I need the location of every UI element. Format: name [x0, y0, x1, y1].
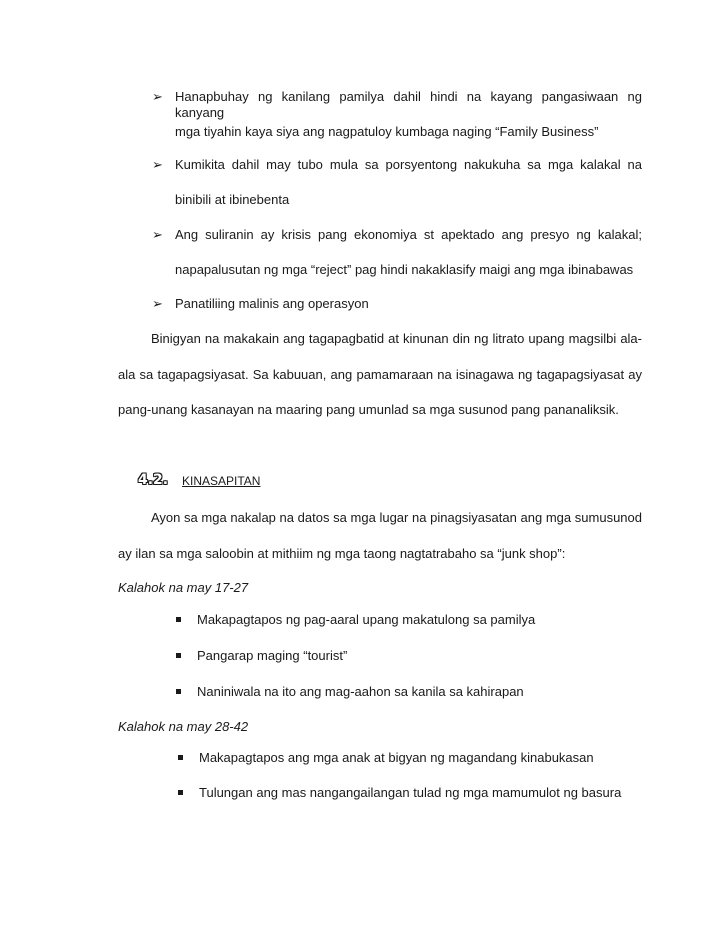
bullet-3-line-2: napapalusutan ng mga “reject” pag hindi nakaklasify maigi ang mga ibinabawas — [175, 262, 634, 277]
paragraph-1-line-3: pang-unang kasanayan na maaring pang umunlad sa mga susunod pang pananaliksik. — [118, 402, 619, 417]
section-number: 4.2. — [138, 472, 169, 488]
group-1-heading: Kalahok na may 17-27 — [118, 580, 249, 595]
group-1-item: Makapagtapos ng pag-aaral upang makatulong sa pamilya — [197, 612, 536, 627]
arrow-bullet-icon: ➢ — [152, 296, 163, 311]
arrow-bullet-icon: ➢ — [152, 89, 163, 104]
paragraph-1-line-1: Binigyan na makakain ang tagapagbatid at kinunan din ng litrato upang magsilbi ala- — [151, 331, 642, 346]
bullet-3-line-1: Ang suliranin ay krisis pang ekonomiya st apektado ang presyo ng kalakal; — [175, 227, 642, 242]
paragraph-2-line-2: ay ilan sa mga saloobin at mithiim ng mga taong nagtatrabaho sa “junk shop”: — [118, 546, 566, 561]
arrow-bullet-icon: ➢ — [152, 227, 163, 242]
square-bullet-icon — [176, 689, 181, 694]
square-bullet-icon — [178, 790, 183, 795]
square-bullet-icon — [176, 653, 181, 658]
bullet-2-line-2: binibili at ibinebenta — [175, 192, 290, 207]
square-bullet-icon — [176, 617, 181, 622]
arrow-bullet-icon: ➢ — [152, 157, 163, 172]
bullet-4-line-1: Panatiliing malinis ang operasyon — [175, 296, 369, 311]
bullet-1-line-2: mga tiyahin kaya siya ang nagpatuloy kumbaga naging “Family Business” — [175, 124, 599, 139]
group-2-item: Tulungan ang mas nangangailangan tulad ng mga mamumulot ng basura — [199, 785, 622, 800]
group-2-heading: Kalahok na may 28-42 — [118, 719, 249, 734]
group-2-item: Makapagtapos ang mga anak at bigyan ng magandang kinabukasan — [199, 750, 594, 765]
square-bullet-icon — [178, 755, 183, 760]
paragraph-1-line-2: ala sa tagapagsiyasat. Sa kabuuan, ang pamamaraan na isinagawa ng tagapagsiyasat ay — [118, 367, 642, 382]
paragraph-2-line-1: Ayon sa mga nakalap na datos sa mga lugar na pinagsiyasatan ang mga sumusunod — [151, 510, 642, 525]
bullet-2-line-1: Kumikita dahil may tubo mula sa porsyentong nakukuha sa mga kalakal na — [175, 157, 642, 172]
section-title: KINASAPITAN — [182, 474, 261, 488]
group-1-item: Pangarap maging “tourist” — [197, 648, 348, 663]
bullet-1-line-1: Hanapbuhay ng kanilang pamilya dahil hindi na kayang pangasiwaan ng kanyang — [175, 89, 642, 120]
group-1-item: Naniniwala na ito ang mag-aahon sa kanila sa kahirapan — [197, 684, 524, 699]
